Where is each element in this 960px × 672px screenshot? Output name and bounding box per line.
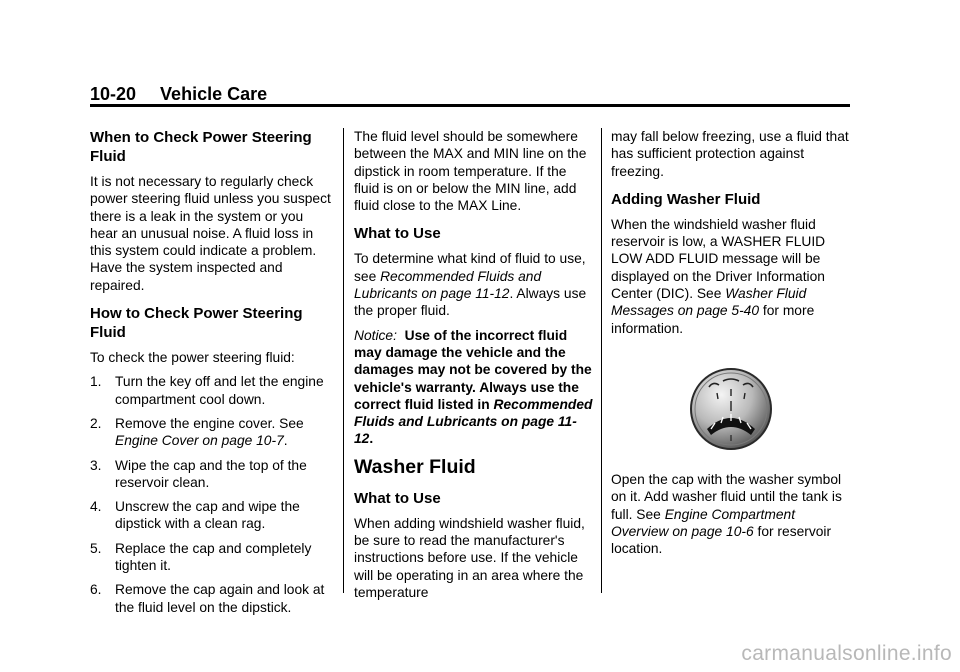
list-item <box>90 581 333 616</box>
step-number: 1. <box>90 374 102 390</box>
steps-list <box>90 373 333 616</box>
heading-adding-washer-fluid: Adding Washer Fluid <box>611 190 761 208</box>
windshield-washer-symbol-icon <box>689 367 773 451</box>
list-item <box>90 540 333 575</box>
list-item <box>90 498 333 533</box>
list-item <box>90 415 333 450</box>
text-span: Open the cap with the washer symbol on it. Add washer fluid until the tank is full. See <box>611 471 842 522</box>
text-span: for reservoir location. <box>611 523 832 557</box>
step-text-end: . <box>283 433 288 449</box>
column-1 <box>90 128 333 623</box>
cross-reference-link[interactable]: Engine Compartment Overview on page 10-6 <box>611 506 796 539</box>
notice-paragraph <box>354 327 594 448</box>
text-span: To determine what kind of fluid to use, see <box>354 251 586 284</box>
notice-end: . <box>369 431 374 447</box>
column-divider-1 <box>343 128 344 593</box>
step-text: Unscrew the cap and wipe the dipstick with a clean rag. <box>115 499 300 532</box>
list-item <box>90 373 333 408</box>
page-header <box>90 84 850 104</box>
washer-symbol-figure <box>611 367 851 451</box>
step-text: Replace the cap and completely tighten it. <box>115 540 312 574</box>
column-3 <box>611 128 851 564</box>
header-rule <box>90 104 850 107</box>
heading-when-to-check: When to Check Power Steering Fluid <box>90 129 312 165</box>
cross-reference-link[interactable]: Recommended Fluids and Lubricants on page 11-12 <box>354 268 542 302</box>
notice-text: Use of the incorrect fluid may damage the vehicle and the damages may not be covered by the vehicle's warranty. Always use the correct fluid listed in <box>354 327 592 412</box>
paragraph-what-to-use <box>354 250 594 319</box>
step-text: Turn the key off and let the engine compartment cool down. <box>115 374 324 407</box>
list-item <box>90 457 333 492</box>
notice-label: Notice: <box>354 327 397 343</box>
step-number: 3. <box>90 457 102 473</box>
paragraph-adding-washer-fluid <box>611 216 851 337</box>
step-text: Remove the engine cover. See <box>115 415 304 431</box>
column-2 <box>354 128 594 608</box>
step-text: Wipe the cap and the top of the reservoir clean. <box>115 457 307 490</box>
text-span: When the windshield washer fluid reservoir is low, a WASHER FLUID LOW ADD FLUID message will be displayed on the Driver Information Center (DIC). See <box>611 216 826 302</box>
header-title <box>90 84 850 104</box>
chapter-title: Vehicle Care <box>160 84 268 104</box>
cross-reference-link[interactable]: Engine Cover on page 10-7 <box>115 433 284 449</box>
step-text: Remove the cap again and look at the fluid level on the dipstick. <box>115 582 325 615</box>
column-divider-2 <box>601 128 602 593</box>
page-number: 10-20 <box>90 84 137 104</box>
heading-how-to-check: How to Check Power Steering Fluid <box>90 305 303 342</box>
heading-washer-fluid: Washer Fluid <box>354 455 476 478</box>
paragraph-when-to-check: It is not necessary to regularly check power steering fluid unless you suspect there is a leak in the system or you hear an unusual noise. A fluid loss in this system could indicate a problem. Have the system inspected and repaired. <box>90 174 331 293</box>
text-span: for more information. <box>611 303 815 336</box>
heading-what-to-use-washer: What to Use <box>354 489 441 507</box>
paragraph-freezing: may fall below freezing, use a fluid that has sufficient protection against freezing. <box>611 129 849 179</box>
heading-what-to-use: What to Use <box>354 225 441 243</box>
step-number: 5. <box>90 540 102 556</box>
step-number: 4. <box>90 499 102 515</box>
text-span: . Always use the proper fluid. <box>354 286 587 319</box>
paragraph-open-cap <box>611 471 851 557</box>
step-number: 6. <box>90 582 102 598</box>
cross-reference-link[interactable]: Washer Fluid Messages on page 5-40 <box>611 286 807 319</box>
paragraph-how-to-check: To check the power steering fluid: <box>90 350 295 366</box>
paragraph-washer-what-to-use: When adding windshield washer fluid, be sure to read the manufacturer's instructions before use. If the vehicle will be operating in an area where the temperature <box>354 515 585 600</box>
paragraph-fluid-level: The fluid level should be somewhere between the MAX and MIN line on the dipstick in room temperature. If the fluid is on or below the MIN line, add fluid close to the MAX Line. <box>354 129 587 214</box>
cross-reference-link[interactable]: Recommended Fluids and Lubricants on page 11-12 <box>354 396 593 447</box>
step-number: 2. <box>90 415 102 431</box>
watermark: carmanualsonline.info <box>741 642 952 665</box>
